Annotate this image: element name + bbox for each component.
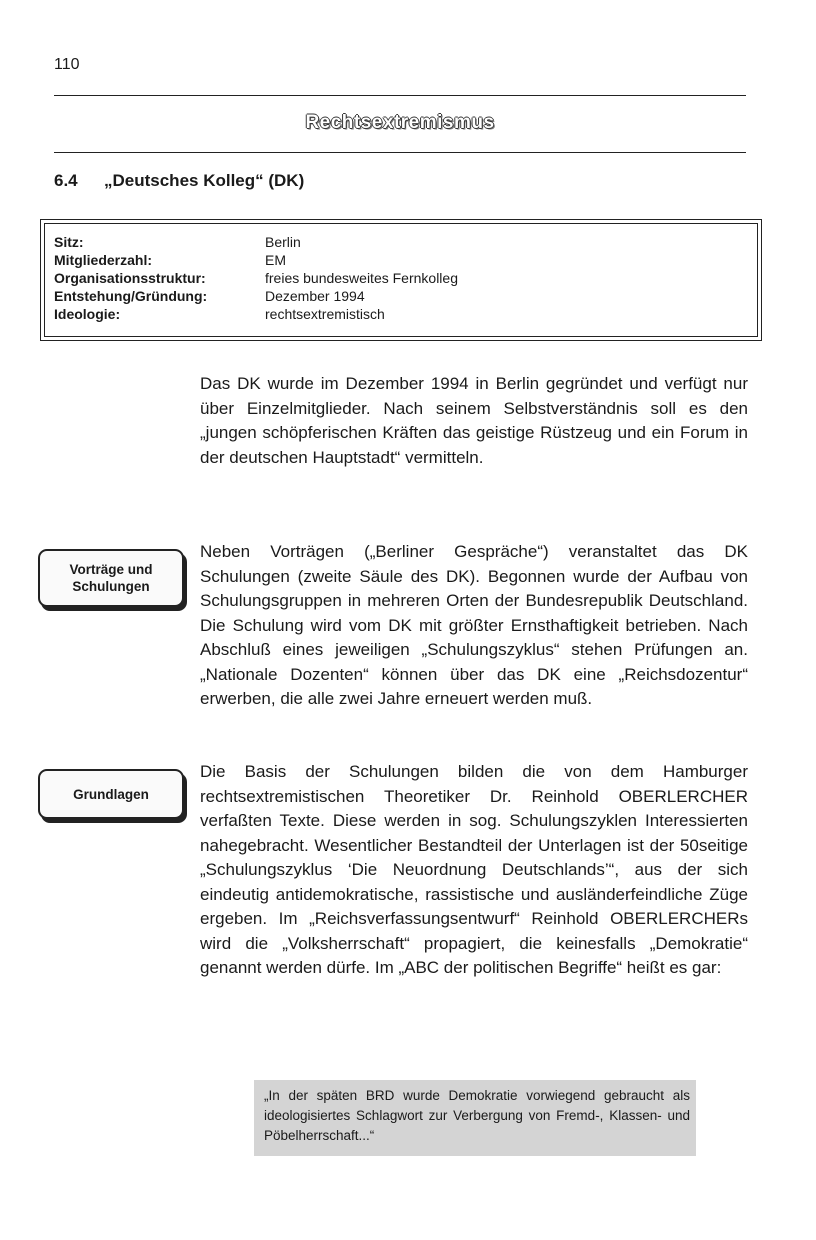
- info-value: rechtsextremistisch: [265, 306, 385, 322]
- info-key: Entstehung/Gründung:: [54, 288, 208, 304]
- section-heading: [54, 171, 304, 191]
- infobox-inner-frame: [44, 223, 758, 337]
- margin-label-grundlagen: [38, 769, 184, 819]
- running-head: Rechtsextremismus: [305, 112, 495, 133]
- page-number: 110: [54, 56, 80, 73]
- section-title: „Deutsches Kolleg“ (DK): [104, 171, 305, 190]
- paragraph-schulungen: Neben Vorträgen („Berliner Gespräche“) veranstaltet das DK Schulungen (zweite Säule des DK). Begonnen wurde der Aufbau von Schulungsgruppen in mehreren Orten der Bundesrepublik Deutschland. Die Schulung wird vom DK mit größter Ernsthaftigkeit betrieben. Nach Abschluß eines jeweiligen „Schulungszyklus“ stehen Prüfungen an. „Nationale Dozenten“ können über das DK eine „Reichsdozentur“ erwerben, die alle zwei Jahre erneuert werden muß.: [200, 542, 748, 708]
- info-key: Sitz:: [54, 234, 84, 250]
- margin-label-text: Grundlagen: [73, 786, 149, 802]
- info-key: Mitgliederzahl:: [54, 252, 153, 268]
- header-rule: [54, 152, 746, 153]
- section-number: 6.4: [54, 171, 78, 190]
- margin-label-text: Vorträge und Schulungen: [69, 562, 153, 594]
- paragraph-grundlagen: Die Basis der Schulungen bilden die von dem Hamburger rechtsextremistischen Theoretiker Dr. Reinhold OBERLERCHER verfaßten Texte. Diese werden in sog. Schulungszyklen Interessierten nahegebracht. Wesentlicher Bestandteil der Unterlagen ist der 50seitige „Schulungszyklus ‘Die Neuordnung Deutschlands’“, aus der sich eindeutig antidemokratische, rassistische und ausländerfeindliche Züge ergeben. Im „Reichsverfassungsentwurf“ Reinhold OBERLERCHERs wird die „Volksherrschaft“ propagiert, die keinesfalls „Demokratie“ genannt werden dürfe. Im „ABC der politischen Begriffe“ heißt es gar:: [200, 762, 748, 977]
- info-value: Berlin: [265, 234, 301, 250]
- top-rule: [54, 95, 746, 96]
- paragraph-intro: Das DK wurde im Dezember 1994 in Berlin gegründet und verfügt nur über Einzelmitglieder. Nach seinem Selbstverständnis soll es den „jungen schöpferischen Kräften das geistige Rüstzeug und ein Forum in der deutschen Hauptstadt“ vermitteln.: [200, 374, 748, 467]
- info-value: Dezember 1994: [265, 288, 365, 304]
- info-key: Ideologie:: [54, 306, 121, 322]
- quote-box: [254, 1080, 696, 1156]
- info-value: freies bundesweites Fernkolleg: [265, 270, 458, 286]
- info-value: EM: [265, 252, 286, 268]
- info-key: Organisationsstruktur:: [54, 270, 206, 286]
- infobox: [40, 219, 762, 341]
- quote-text: „In der späten BRD wurde Demokratie vorwiegend gebraucht als ideologisiertes Schlagwort zur Verbergung von Fremd-, Klassen- und Pöbelherrschaft...“: [264, 1088, 690, 1143]
- margin-label-vortraege: [38, 549, 184, 607]
